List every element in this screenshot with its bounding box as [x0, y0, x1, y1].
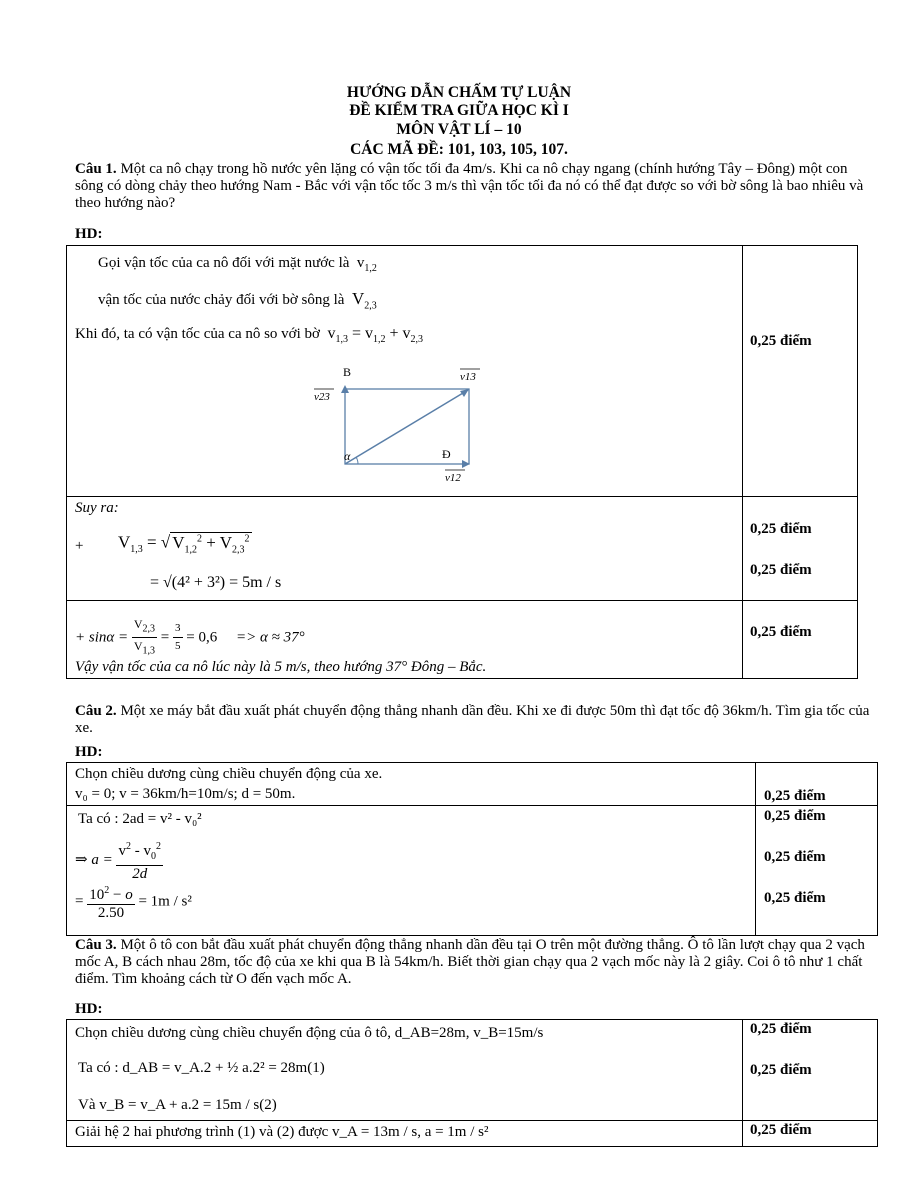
q1-score-2: 0,25 điểm	[750, 521, 812, 537]
q2-score-2: 0,25 điểm	[764, 808, 826, 824]
q3-score-2: 0,25 điểm	[750, 1062, 812, 1078]
q1-row2-plus: +	[75, 538, 84, 554]
title-line-2: ĐỀ KIỂM TRA GIỮA HỌC KÌ I	[349, 102, 569, 119]
q1-row-sep-1	[66, 496, 858, 497]
q1-table-divider	[742, 245, 743, 679]
q2-hd-label: HD:	[75, 744, 103, 760]
q3-row1-line1: Chọn chiều dương cùng chiều chuyển động của ô tô, d_AB=28m, v_B=15m/s	[75, 1025, 544, 1041]
q1-row1-line2: vận tốc của nước chảy đối với bờ sông là $V_{2,3}$	[98, 289, 377, 312]
q2-row1-line2: v₀ = 0; v = 36km/h=10m/s; d = 50m.	[75, 786, 296, 802]
q3-hd-label: HD:	[75, 1001, 103, 1017]
q1-row2-eq2: = √(4² + 3²) = 5m / s	[150, 574, 282, 591]
q1-score-1: 0,25 điểm	[750, 333, 812, 349]
question-2-text: Một xe máy bắt đầu xuất phát chuyển động thẳng nhanh dần đều. Khi xe đi được 50m thì đạt tốc độ 36km/h. Tìm gia tốc của xe.	[75, 703, 870, 736]
q2-row2-line1: Ta có : 2ad = v² - v₀²	[78, 811, 202, 827]
q3-row2-line1: Giải hệ 2 hai phương trình (1) và (2) được v_A = 13m / s, a = 1m / s²	[75, 1124, 489, 1140]
q3-row-sep	[66, 1120, 878, 1121]
q3-row1-line2: Ta có : d_AB = v_A.2 + ½ a.2² = 28m(1)	[78, 1060, 325, 1076]
q1-row3-sin: + sinα = $\frac{V_{2,3}}{V_{1,3}}$ = $\frac{3}{5}$ = 0,6 => α ≈ 37°	[75, 617, 305, 657]
q2-score-3: 0,25 điểm	[764, 849, 826, 865]
title-line-3: MÔN VẬT LÍ – 10	[396, 121, 522, 138]
question-1-text: Một ca nô chạy trong hồ nước yên lặng có vận tốc tối đa 4m/s. Khi ca nô chạy ngang (chính hướng Tây – Đông) một con sông có dòng chảy theo hướng Nam - Bắc với vận tốc tốc 3 m/s thì vận tốc tối đa nó có thể đạt được so với bờ sông là bao nhiêu và theo hướng nào?	[75, 161, 864, 211]
q3-score-1: 0,25 điểm	[750, 1021, 812, 1037]
diagram-label-v12: v12	[445, 472, 461, 484]
q1-row2-eq1: $V_{1,3}$ = √ $V_{1,2}^2 + V_{2,3}^2$	[118, 532, 250, 556]
question-2	[75, 703, 875, 737]
question-3-text: Một ô tô con bắt đầu xuất phát chuyển động thẳng nhanh dần đều tại O trên một đường thẳng. Ô tô lần lượt chạy qua 2 vạch mốc A, B cách nhau 28m, tốc độ của xe khi qua B là 54km/h. Biết thời gian chạy qua 2 vạch mốc này là 2 giây. Coi ô tô như 1 chất điểm. Tìm khoảng cách từ O đến vạch mốc A.	[75, 937, 865, 987]
q1-row-sep-2	[66, 600, 858, 601]
q3-row1-line3: Và v_B = v_A + a.2 = 15m / s(2)	[78, 1097, 277, 1113]
q1-row2-suyra: Suy ra:	[75, 500, 119, 516]
q1-score-3: 0,25 điểm	[750, 562, 812, 578]
title-line-1: HƯỚNG DẪN CHẤM TỰ LUẬN	[346, 84, 572, 101]
q2-row2-line3: = $\frac{10^2 - o}{2.50}$ = 1m / s²	[75, 882, 192, 922]
q2-row-sep	[66, 805, 878, 806]
q2-score-1: 0,25 điểm	[764, 788, 826, 804]
q1-score-4: 0,25 điểm	[750, 624, 812, 640]
q1-row1-line1: Gọi vận tốc của ca nô đối với mặt nước là $v_{1,2}$	[98, 255, 377, 274]
diagram-label-d: Đ	[442, 447, 451, 461]
diagram-label-alpha: α	[344, 449, 351, 463]
diagram-label-v23: v23	[314, 391, 330, 403]
q1-row1-line3: Khi đó, ta có vận tốc của ca nô so với bờ $v_{1,3} = v_{1,2} + v_{2,3}$	[75, 325, 424, 346]
q1-hd-label: HD:	[75, 226, 103, 242]
q1-row3-conclusion: Vậy vận tốc của ca nô lúc này là 5 m/s, theo hướng 37° Đông – Bắc.	[75, 659, 487, 675]
diagram-label-b: B	[343, 365, 352, 379]
diagram-label-v13: v13	[460, 371, 476, 383]
question-3-label: Câu 3.	[75, 937, 117, 953]
q2-table-divider	[755, 762, 756, 936]
question-2-label: Câu 2.	[75, 703, 117, 719]
title-line-4: CÁC MÃ ĐỀ: 101, 103, 105, 107.	[350, 141, 568, 158]
q2-row2-line2: ⇒ a = $\frac{v^2 - v_0^2}{2d}$	[75, 838, 163, 883]
q3-table-divider	[742, 1019, 743, 1147]
q2-row1-line1: Chọn chiều dương cùng chiều chuyển động của xe.	[75, 766, 383, 782]
q2-score-4: 0,25 điểm	[764, 890, 826, 906]
vector-diagram	[300, 362, 500, 487]
question-1	[75, 161, 875, 212]
q3-score-3: 0,25 điểm	[750, 1122, 812, 1138]
question-1-label: Câu 1.	[75, 161, 117, 177]
question-3	[75, 937, 875, 988]
